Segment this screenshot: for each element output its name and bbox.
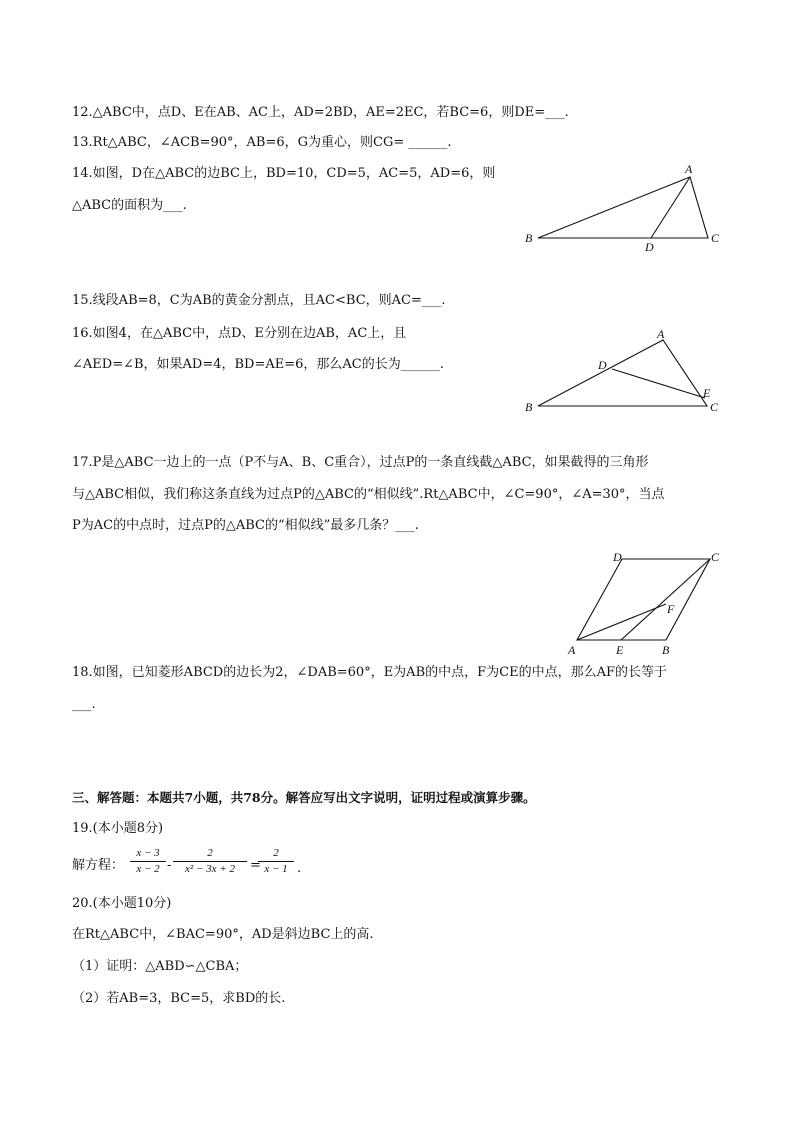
problem-17-line1: 17.P是△ABC一边上的一点（P不与A、B、C重合），过点P的一条直线截△ABC，如果截得的三角形 xyxy=(72,455,649,470)
problem-19-header: 19.(本小题8分) xyxy=(72,821,164,836)
fraction-2-denominator: x² − 3x + 2 xyxy=(185,863,235,875)
minus-sign: - xyxy=(167,858,172,873)
section-3-heading: 三、解答题：本题共7小题，共78分。解答应写出文字说明，证明过程或演算步骤。 xyxy=(72,790,536,805)
problem-17-line3: P为AC的中点时，过点P的△ABC的“相似线”最多几条？___. xyxy=(72,518,419,533)
fraction-2-numerator: 2 xyxy=(207,847,213,859)
problem-20-q1: （1）证明：△ABD∽△CBA； xyxy=(72,959,248,974)
problem-20-stem: 在Rt△ABC中，∠BAC=90°，AD是斜边BC上的高. xyxy=(72,927,374,942)
problem-12: 12.△ABC中，点D、E在AB、AC上，AD=2BD，AE=2EC，若BC=6，则DE=___. xyxy=(72,105,569,120)
equation-period: . xyxy=(297,861,302,876)
problem-16-line2: ∠AED=∠B，如果AD=4，BD=AE=6，那么AC的长为______. xyxy=(72,357,444,372)
segment-ad xyxy=(651,177,690,238)
fraction-1-bar xyxy=(130,861,166,862)
fraction-3 xyxy=(258,847,294,876)
label-c: C xyxy=(711,550,720,564)
problem-15: 15.线段AB=8，C为AB的黄金分割点，且AC<BC，则AC=___. xyxy=(72,293,446,308)
fraction-1-numerator: x − 3 xyxy=(136,847,160,859)
problem-14-line1: 14.如图，D在△ABC的边BC上，BD=10，CD=5，AC=5，AD=6，则 xyxy=(72,166,496,181)
label-d: D xyxy=(598,358,607,372)
label-b: B xyxy=(525,231,533,245)
figure-16-triangle xyxy=(520,326,730,418)
label-d: D xyxy=(613,550,622,564)
triangle-abc xyxy=(538,340,707,406)
label-a: A xyxy=(657,327,665,341)
label-b: B xyxy=(662,643,670,657)
problem-20-header: 20.(本小题10分) xyxy=(72,896,172,911)
label-a: A xyxy=(685,162,693,176)
label-a: A xyxy=(568,643,576,657)
label-c: C xyxy=(711,231,720,245)
problem-20-q2: （2）若AB=3，BC=5，求BD的长. xyxy=(72,991,286,1006)
segment-af xyxy=(577,604,666,640)
fraction-2-bar xyxy=(173,861,247,862)
fraction-2 xyxy=(173,847,247,876)
label-f: F xyxy=(667,602,675,616)
label-e: E xyxy=(703,386,711,400)
rhombus-abcd xyxy=(577,559,710,640)
segment-ce xyxy=(621,559,710,640)
fraction-3-bar xyxy=(258,861,294,862)
equals-sign: = xyxy=(250,858,261,873)
problem-18-line1: 18.如图，已知菱形ABCD的边长为2，∠DAB=60°，E为AB的中点，F为CE的中点，那么AF的长等于 xyxy=(72,665,667,680)
label-c: C xyxy=(710,400,719,414)
fraction-3-denominator: x − 1 xyxy=(264,863,288,875)
problem-19-prefix: 解方程： xyxy=(72,858,125,873)
problem-14-line2: △ABC的面积为___. xyxy=(72,198,187,213)
label-e: E xyxy=(616,643,624,657)
problem-16-line1: 16.如图4，在△ABC中，点D、E分别在边AB，AC上，且 xyxy=(72,326,407,341)
problem-13: 13.Rt△ABC，∠ACB=90°，AB=6，G为重心，则CG= ______. xyxy=(72,135,452,150)
figure-14-triangle xyxy=(520,160,730,255)
figure-18-rhombus xyxy=(564,546,734,661)
triangle-abc xyxy=(538,177,708,238)
fraction-3-numerator: 2 xyxy=(273,847,279,859)
label-d: D xyxy=(645,240,654,254)
label-b: B xyxy=(525,400,533,414)
problem-17-line2: 与△ABC相似，我们称这条直线为过点P的△ABC的“相似线”.Rt△ABC中，∠C=90°，∠A=30°，当点 xyxy=(72,487,665,502)
problem-18-line2: ___. xyxy=(72,697,96,712)
segment-de xyxy=(612,369,705,398)
fraction-1 xyxy=(130,847,166,876)
fraction-1-denominator: x − 2 xyxy=(136,863,160,875)
